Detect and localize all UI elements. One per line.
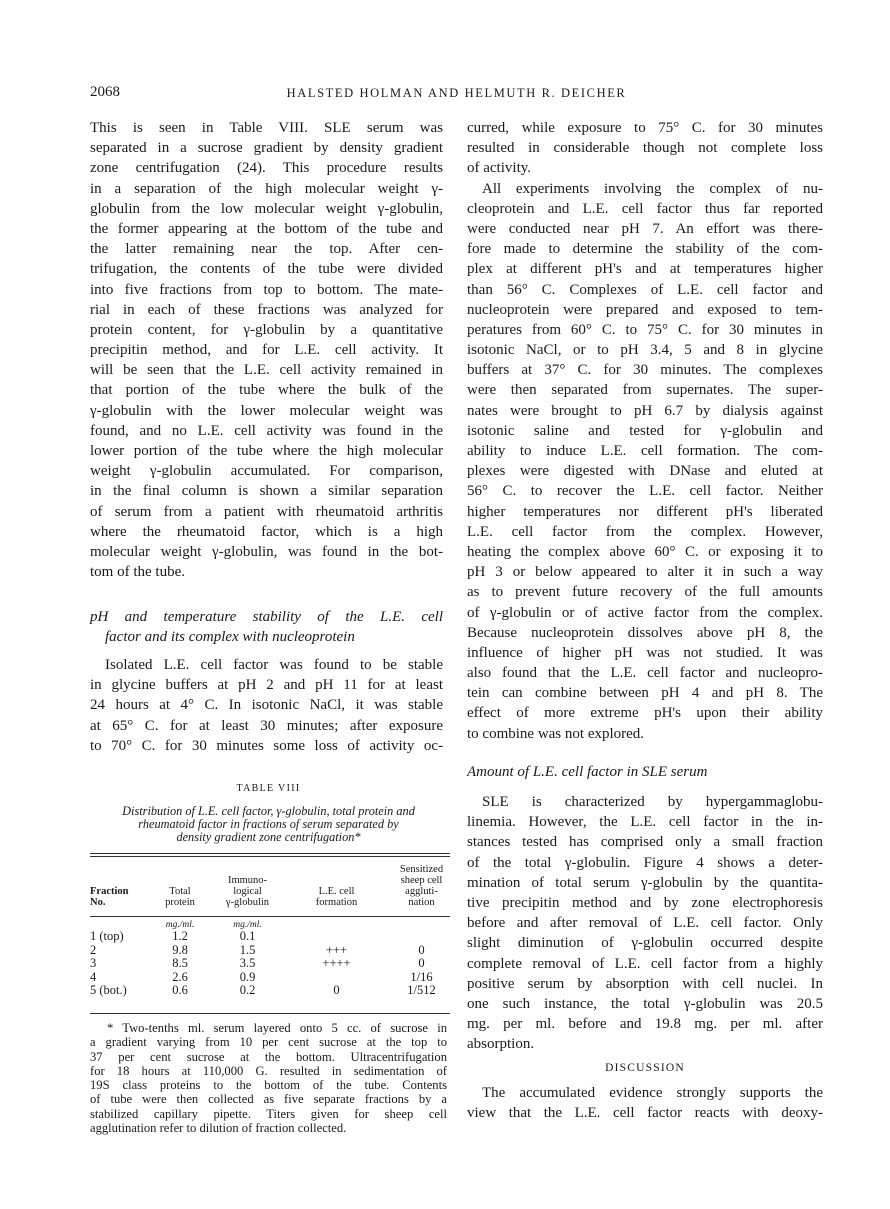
paragraph <box>467 179 823 744</box>
text-line: of serum from a patient with rheumatoid arthritis <box>90 503 443 520</box>
table-cell: 1/16 <box>410 969 433 984</box>
caption-line: density gradient zone centrifugation* <box>176 830 361 844</box>
table-top-rule <box>90 856 450 857</box>
table-cell: 1.2 <box>172 929 188 943</box>
text-line: stances tested has comprised only a small fraction <box>467 834 823 851</box>
text-line: effect of more extreme pH's upon their ability <box>467 705 823 722</box>
column-header <box>90 862 145 908</box>
unit-cell: mg./ml. <box>233 920 262 930</box>
text-line: one such instance, the total γ-globulin was 20.5 <box>467 995 823 1012</box>
table-title: TABLE VIII <box>236 783 301 794</box>
text-line: factor and its complex with nucleoprotein <box>105 629 355 646</box>
table-cell: 0.2 <box>239 983 256 998</box>
text-line: also found that the L.E. cell factor and nucleopro- <box>467 665 823 682</box>
text-line: 19S class proteins to the bottom of the tube. Contents <box>90 1078 447 1093</box>
table-footnote <box>90 1021 447 1135</box>
table-cell: 9.8 <box>172 942 188 957</box>
text-line: SLE is characterized by hypergammaglobu- <box>482 794 823 810</box>
running-header <box>90 82 823 102</box>
text-line: Amount of L.E. cell factor in SLE serum <box>467 764 708 780</box>
table-row <box>90 957 450 971</box>
text-line: fore made to determine the stability of the com- <box>467 241 823 258</box>
discussion-heading: DISCUSSION <box>605 1062 685 1074</box>
text-line: precipitin method, and for L.E. cell activity. It <box>90 342 443 359</box>
text-line: as to prevent future recovery of the full amounts <box>467 584 823 601</box>
caption-line: Distribution of L.E. cell factor, γ-globulin, total protein and <box>122 804 415 818</box>
paragraph <box>90 655 443 756</box>
text-line: lower portion of the tube where the high molecular <box>90 443 443 459</box>
table-row <box>90 984 450 998</box>
table-cell: 1 (top) <box>90 929 124 943</box>
text-line: influence of higher pH was not studied. It was <box>467 644 823 661</box>
text-line: to combine was not explored. <box>467 725 645 742</box>
text-line: nates were brought to pH 6.7 by dialysis against <box>467 402 823 419</box>
unit-cell <box>393 908 450 930</box>
text-line: separated in a sucrose gradient by density gradient <box>90 140 443 157</box>
text-line: will be seen that the L.E. cell activity remained in <box>90 362 443 379</box>
table-bottom-rule <box>90 1013 450 1014</box>
table-cell: 1/512 <box>407 983 436 998</box>
text-line: slight diminution of γ-globulin occurred despite <box>467 935 823 952</box>
text-line: of γ-globulin or of active factor from the complex. <box>467 604 823 621</box>
paragraph <box>467 118 823 179</box>
text-line: buffers at 37° C. for 30 minutes. The complexes <box>467 362 823 379</box>
table-cell: 4 <box>90 969 97 984</box>
text-line: the former appearing at the bottom of the tube and <box>90 220 443 237</box>
table-caption <box>90 805 447 844</box>
text-line: All experiments involving the complex of nu- <box>482 180 823 197</box>
table-row <box>90 930 450 944</box>
table-cell: 3.5 <box>239 956 256 971</box>
text-line: tom of the tube. <box>90 564 185 581</box>
column-header-line: Fraction <box>90 886 129 897</box>
table-top-rule <box>90 853 450 854</box>
text-line: higher temperatures nor different pH's liberated <box>467 503 823 520</box>
text-line: in the final column is shown a similar separation <box>90 483 443 500</box>
text-line: trifugation, the contents of the tube were divided <box>90 261 443 278</box>
text-line: tein can combine between pH 4 and pH 8. The <box>467 685 823 702</box>
table-cell: 2 <box>90 942 97 957</box>
table-cell: 0.1 <box>239 929 256 943</box>
table-cell: 0 <box>418 942 425 957</box>
text-line: found, and no L.E. cell activity was found in the <box>90 422 443 439</box>
column-header <box>393 862 450 908</box>
paragraph <box>467 792 823 1054</box>
text-line: * Two-tenths ml. serum layered onto 5 cc. of sucrose in <box>107 1021 447 1035</box>
text-line: than 56° C. Complexes of L.E. cell factor and <box>467 281 823 298</box>
text-line: in a separation of the high molecular weight γ- <box>90 180 443 197</box>
text-line: plexes were digested with DNase and eluted at <box>467 463 823 480</box>
text-line: L.E. cell factor from the complex. However, <box>467 523 823 540</box>
text-line: This is seen in Table VIII. SLE serum was <box>90 120 443 136</box>
text-line: Isolated L.E. cell factor was found to be stable <box>105 657 443 673</box>
text-line: in glycine buffers at pH 2 and pH 11 for at least <box>90 677 443 694</box>
table-cell: 0.9 <box>239 969 256 984</box>
text-line: rial in each of these fractions was analyzed for <box>90 301 443 318</box>
text-line: were then separated from supernates. The super- <box>467 382 823 399</box>
column-header-line: Sensitized <box>399 864 444 875</box>
table-cell: 0 <box>333 983 340 998</box>
column-header-line: L.E. cell <box>318 886 355 897</box>
text-line: peratures from 60° C. to 75° C. for 30 minutes in <box>467 321 823 338</box>
text-line: of tube were then collected as five separate fractions by a <box>90 1092 447 1107</box>
caption-line: rheumatoid factor in fractions of serum separated by <box>138 817 399 831</box>
paragraph <box>90 118 443 582</box>
table-cell: ++++ <box>322 956 351 971</box>
column-header-line: logical <box>233 886 262 897</box>
text-line: γ-globulin with the lower molecular weight was <box>90 402 443 419</box>
column-header <box>280 862 393 908</box>
text-line: isotonic NaCl, or to pH 3.4, 5 and 8 in glycine <box>467 342 823 359</box>
section-heading <box>467 762 823 782</box>
column-header-line: Total <box>169 886 191 897</box>
text-line: to 70° C. for 30 minutes some loss of activity oc- <box>90 737 443 754</box>
text-line: linemia. However, the L.E. cell factor in the in- <box>467 814 823 831</box>
text-line: The accumulated evidence strongly supports the <box>482 1085 823 1101</box>
page-number: 2068 <box>90 84 120 100</box>
text-line: of the total γ-globulin. Figure 4 shows a deter- <box>467 854 823 871</box>
column-header <box>215 862 280 908</box>
column-header-line: sheep cell <box>400 875 443 886</box>
column-header-line: protein <box>165 897 195 908</box>
text-line: protein content, for γ-globulin by a quantitative <box>90 321 443 338</box>
text-line: absorption. <box>467 1036 535 1053</box>
text-line: agglutination refer to dilution of fraction collected. <box>90 1121 347 1136</box>
text-line: zone centrifugation (24). This procedure results <box>90 160 443 177</box>
text-line: plex at different pH's and at temperatures higher <box>467 261 823 278</box>
text-line: globulin from the low molecular weight γ-globulin, <box>90 200 443 217</box>
table-cell: 1.5 <box>239 942 256 957</box>
text-line: resulted in considerable though not complete loss <box>467 140 823 157</box>
table-cell: 8.5 <box>172 956 188 971</box>
table-header-row <box>90 862 450 908</box>
table-cell: 0.6 <box>172 983 188 998</box>
text-line: mg. per ml. before and 19.8 mg. per ml. after <box>467 1016 823 1033</box>
table-row <box>90 971 450 985</box>
text-line: 56° C. to recover the L.E. cell factor. Neither <box>467 483 823 500</box>
section-heading <box>90 607 443 647</box>
paragraph <box>467 1083 823 1123</box>
text-line: for 18 hours at 110,000 G. resulted in sedimentation of <box>90 1063 447 1078</box>
column-header <box>145 862 215 908</box>
table-cell <box>393 930 450 944</box>
text-line: stabilized capillary pipette. Titers given for sheep cell <box>90 1106 447 1121</box>
text-line: nucleoprotein were prepared and exposed to tem- <box>467 301 823 318</box>
table-cell <box>280 971 393 985</box>
column-header-line: nation <box>408 897 435 908</box>
table-cell: 3 <box>90 956 97 971</box>
table-cell: +++ <box>325 942 348 957</box>
table-cell <box>280 930 393 944</box>
text-line: that portion of the tube where the bulk of the <box>90 382 443 399</box>
unit-cell: mg./ml. <box>165 920 195 930</box>
text-line: positive serum by absorption with cell nuclei. In <box>467 975 823 992</box>
text-line: complete removal of L.E. cell factor from a highly <box>467 955 823 972</box>
text-line: the latter remaining near the top. After cen- <box>90 241 443 258</box>
column-header-line: aggluti- <box>405 886 438 897</box>
table-header-rule <box>90 916 450 917</box>
table-row <box>90 944 450 958</box>
unit-cell <box>90 908 145 930</box>
table-cell: 5 (bot.) <box>90 983 127 998</box>
text-line: molecular weight γ-globulin, was found in the bot- <box>90 543 443 560</box>
table-cell: 2.6 <box>172 969 188 984</box>
column-header-line: γ-globulin <box>225 897 270 908</box>
units-row <box>90 908 450 930</box>
text-line: Because nucleoprotein dissolves above pH 8, the <box>467 624 823 641</box>
data-table <box>90 862 450 998</box>
text-line: ability to induce L.E. cell formation. The com- <box>467 443 823 460</box>
text-line: were conducted near pH 7. An effort was there- <box>467 220 823 237</box>
column-header-line: Immuno- <box>227 875 268 886</box>
column-header-line: formation <box>315 897 358 908</box>
text-line: curred, while exposure to 75° C. for 30 minutes <box>467 120 823 136</box>
text-line: heating the complex above 60° C. or exposing it to <box>467 543 823 560</box>
text-line: pH and temperature stability of the L.E. cell <box>90 609 443 625</box>
text-line: 24 hours at 4° C. In isotonic NaCl, it was stable <box>90 697 443 714</box>
text-line: a gradient varying from 10 per cent sucrose at the top to <box>90 1035 447 1050</box>
text-line: where the rheumatoid factor, which is a high <box>90 523 443 540</box>
text-line: mination of total serum γ-globulin by the quantita- <box>467 874 823 891</box>
text-line: view that the L.E. cell factor reacts with deoxy- <box>467 1105 823 1122</box>
text-line: weight γ-globulin accumulated. For comparison, <box>90 463 443 480</box>
text-line: pH 3 or below appeared to alter it in such a way <box>467 564 823 581</box>
text-line: tive precipitin method and by zone electrophoresis <box>467 894 823 911</box>
text-line: at 65° C. for at least 30 minutes; after exposure <box>90 717 443 734</box>
running-authors: HALSTED HOLMAN AND HELMUTH R. DEICHER <box>286 86 627 100</box>
table-cell: 0 <box>418 956 425 971</box>
text-line: of activity. <box>467 160 532 177</box>
text-line: cleoprotein and L.E. cell factor thus far reported <box>467 200 823 217</box>
text-line: isotonic saline and tested for γ-globulin and <box>467 422 823 439</box>
text-line: before and after removal of L.E. cell factor. Only <box>467 915 823 932</box>
column-header-line: No. <box>90 897 106 908</box>
unit-cell <box>280 908 393 930</box>
text-line: 37 per cent sucrose at the bottom. Ultracentrifugation <box>90 1049 447 1064</box>
text-line: into five fractions from top to bottom. The mate- <box>90 281 443 298</box>
